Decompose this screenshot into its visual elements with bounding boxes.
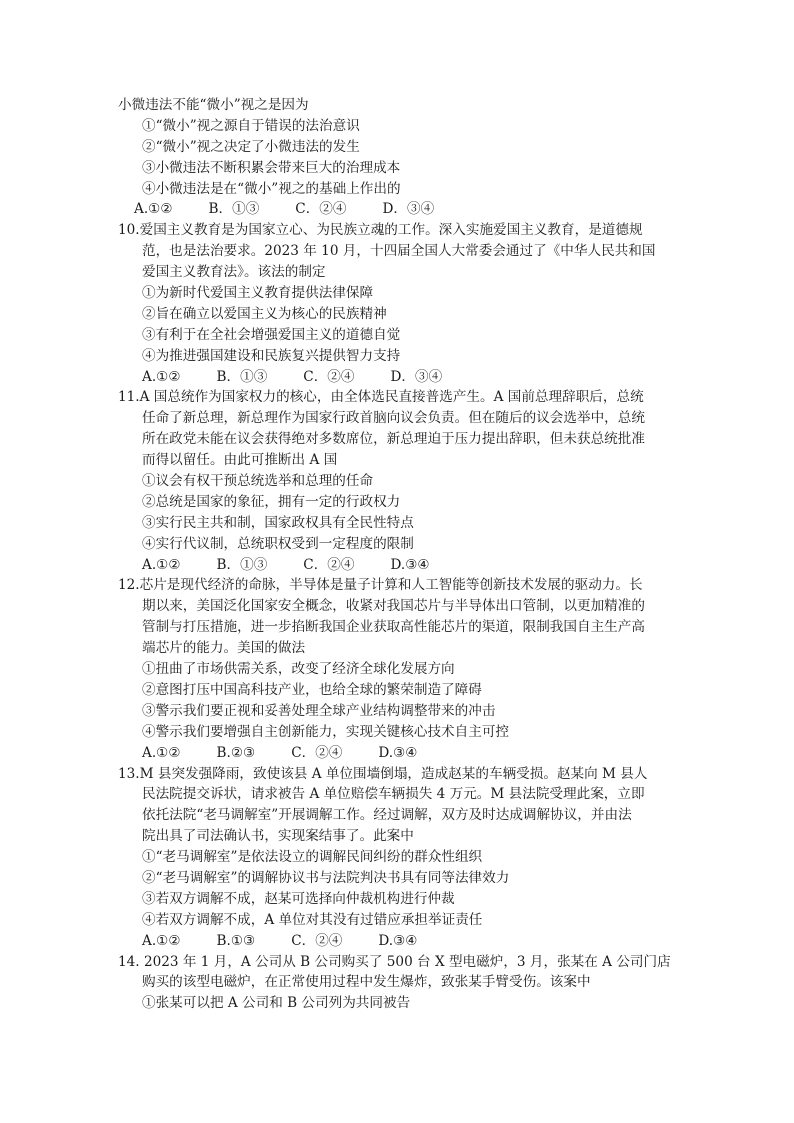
choice-c: C．②④: [291, 932, 343, 949]
option-2: ②“微小”视之决定了小微违法的发生: [142, 138, 360, 155]
answer-choices: [118, 743, 678, 764]
choice-c: C．②④: [291, 744, 343, 761]
choice-c: C．②④: [303, 368, 355, 385]
question-10: [118, 220, 678, 387]
answer-choices: [118, 367, 678, 388]
question-stem-line: 12.芯片是现代经济的命脉，半导体是量子计算和人工智能等创新技术发展的驱动力。长: [118, 577, 643, 594]
option-2: ②总统是国家的象征，拥有一定的行政权力: [142, 493, 401, 510]
choice-b: B.②③: [216, 744, 256, 761]
choice-d: D.③④: [378, 744, 418, 761]
option-2: ②“老马调解室”的调解协议书与法院判决书具有同等法律效力: [142, 869, 510, 886]
question-stem-line: 购买的该型电磁炉，在正常使用过程中发生爆炸，致张某手臂受伤。该案中: [142, 974, 591, 991]
choice-c: C．②④: [303, 556, 355, 573]
option-2: ②意图打压中国高科技产业，也给全球的繁荣制造了障碍: [142, 681, 482, 698]
option-3: ③小微违法不断积累会带来巨大的治理成本: [142, 159, 401, 176]
question-stem: 小微违法不能“微小”视之是因为: [118, 97, 309, 113]
choice-a: A.①②: [142, 744, 181, 761]
question-stem-line: 院出具了司法确认书，实现案结事了。此案中: [142, 828, 414, 845]
option-3: ③有利于在全社会增强爱国主义的道德自觉: [142, 326, 401, 343]
choice-a: A.①②: [142, 932, 181, 949]
answer-choices: [118, 555, 678, 576]
option-1: ①议会有权干预总统选举和总理的任命: [142, 473, 374, 490]
question-13: [118, 764, 678, 952]
question-9-continued: [118, 95, 678, 220]
choice-b: B．①③: [216, 556, 268, 573]
choice-d: D．③④: [390, 368, 443, 385]
question-stem-line: 端芯片的能力。美国的做法: [142, 640, 306, 657]
option-1: ①为新时代爱国主义教育提供法律保障: [142, 285, 374, 302]
question-14: [118, 952, 678, 1015]
question-column: [118, 95, 678, 1014]
choice-c: C．②④: [295, 201, 347, 218]
question-stem-line: 10.爱国主义教育是为国家立心、为民族立魂的工作。深入实施爱国主义教育，是道德规: [118, 222, 643, 239]
option-2: ②旨在确立以爱国主义为核心的民族精神: [142, 305, 387, 322]
answer-choices: [118, 199, 678, 220]
option-1: ①张某可以把 A 公司和 B 公司列为共同被告: [142, 995, 411, 1012]
question-stem-line: 爱国主义教育法》。该法的制定: [142, 264, 326, 281]
option-4: ④若双方调解不成，A 单位对其没有过错应承担举证责任: [142, 911, 483, 928]
question-stem-line: 所在政党未能在议会获得绝对多数席位，新总理迫于压力提出辞职，但未获总统批准: [142, 431, 645, 448]
question-stem-line: 11.A 国总统作为国家权力的核心，由全体选民直接普选产生。A 国前总理辞职后，总统: [118, 389, 644, 406]
option-4: ④警示我们要增强自主创新能力，实现关键核心技术自主可控: [142, 723, 510, 740]
choice-d: D.③④: [390, 556, 430, 573]
choice-d: D．③④: [382, 201, 435, 218]
answer-choices: [118, 931, 678, 952]
option-1: ①“老马调解室”是依法设立的调解民间纠纷的群众性组织: [142, 849, 483, 866]
option-3: ③实行民主共和制，国家政权具有全民性特点: [142, 514, 414, 531]
question-stem-line: 13.M 县突发强降雨，致使该县 A 单位围墙倒塌，造成赵某的车辆受损。赵某向 M 县人: [118, 765, 648, 782]
question-stem-line: 期以来，美国泛化国家安全概念，收紧对我国芯片与半导体出口管制，以更加精准的: [142, 598, 645, 615]
option-4: ④为推进强国建设和民族复兴提供智力支持: [142, 347, 401, 364]
question-stem-line: 任命了新总理，新总理作为国家行政首脑向议会负责。但在随后的议会选举中，总统: [142, 410, 645, 427]
question-stem-line: 14. 2023 年 1 月，A 公司从 B 公司购买了 500 台 X 型电磁炉，3 月，张某在 A 公司门店: [118, 953, 671, 970]
choice-b: B.①③: [216, 932, 256, 949]
choice-a: A.①②: [142, 556, 181, 573]
question-11: [118, 387, 678, 575]
choice-b: B．①③: [208, 201, 260, 218]
question-stem-line: 范，也是法治要求。2023 年 10 月，十四届全国人大常委会通过了《中华人民共和国: [142, 243, 656, 260]
question-stem-line: 依托法院“老马调解室”开展调解工作。经过调解，双方及时达成调解协议，并由法: [142, 807, 632, 824]
choice-b: B．①③: [216, 368, 268, 385]
option-3: ③警示我们要正视和妥善处理全球产业结构调整带来的冲击: [142, 702, 496, 719]
option-4: ④小微违法是在“微小”视之的基础上作出的: [142, 180, 401, 197]
choice-a: A.①②: [134, 201, 173, 218]
option-1: ①“微小”视之源自于错误的法治意识: [142, 117, 360, 134]
choice-d: D.③④: [378, 932, 418, 949]
question-stem-line: 管制与打压措施，进一步掐断我国企业获取高性能芯片的渠道，限制我国自主生产高: [142, 619, 645, 636]
choice-a: A.①②: [142, 368, 181, 385]
question-12: [118, 575, 678, 763]
option-3: ③若双方调解不成，赵某可选择向仲裁机构进行仲裁: [142, 890, 455, 907]
question-stem-line: 而得以留任。由此可推断出 A 国: [142, 452, 338, 469]
option-1: ①扭曲了市场供需关系，改变了经济全球化发展方向: [142, 661, 455, 678]
option-4: ④实行代议制，总统职权受到一定程度的限制: [142, 535, 414, 552]
question-stem-line: 民法院提交诉状，请求被告 A 单位赔偿车辆损失 4 万元。M 县法院受理此案，立即: [142, 786, 645, 803]
